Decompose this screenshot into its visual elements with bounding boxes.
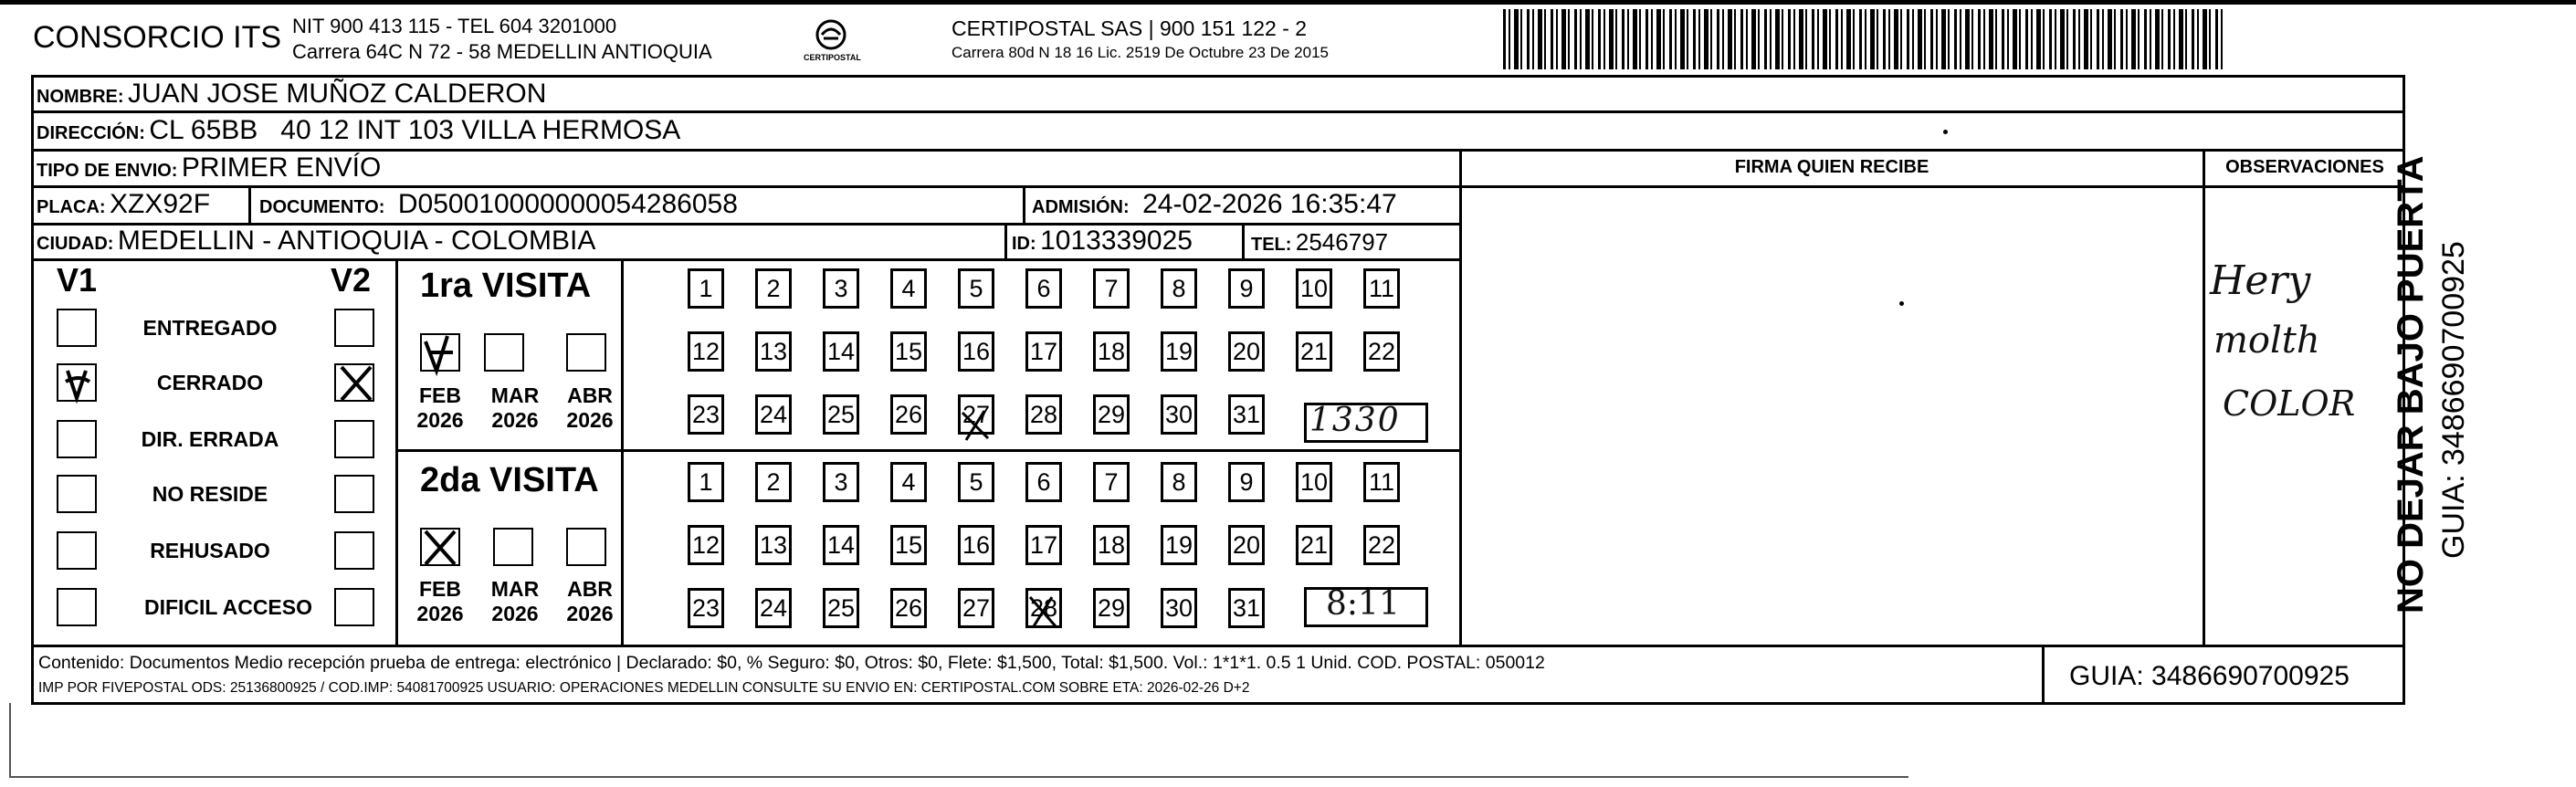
tel-label: TEL: xyxy=(1251,235,1292,255)
visit1-time: 1330 xyxy=(1309,402,1401,439)
v1-no-reside-checkbox[interactable] xyxy=(57,475,97,513)
direccion-row xyxy=(37,115,680,146)
visit2-day-2[interactable]: 2 xyxy=(755,462,792,502)
visit2-day-14[interactable]: 14 xyxy=(823,525,859,565)
bottom-edge-line xyxy=(9,776,1908,778)
ciudad-row xyxy=(37,226,595,257)
visit2-month-feb-name: FEB xyxy=(419,577,461,601)
nombre-label: NOMBRE: xyxy=(37,87,124,107)
v2-no-reside-checkbox[interactable] xyxy=(334,475,374,513)
visit1-day-5[interactable]: 5 xyxy=(958,268,994,309)
observaciones-header: OBSERVACIONES xyxy=(2225,157,2384,177)
ciudad-label: CIUDAD: xyxy=(37,234,114,254)
visit2-title: 2da VISITA xyxy=(420,461,599,499)
visit1-day-17[interactable]: 17 xyxy=(1025,331,1062,372)
visit1-month-abr-name: ABR xyxy=(567,383,613,407)
visit2-month-abr-name: ABR xyxy=(567,577,613,601)
visit1-day-3[interactable]: 3 xyxy=(823,268,859,309)
v2-dir-errada-checkbox[interactable] xyxy=(334,420,374,458)
visit1-day-24[interactable]: 24 xyxy=(755,394,792,435)
visit1-feb-checkmark xyxy=(416,329,468,380)
visit2-day-8[interactable]: 8 xyxy=(1161,462,1197,502)
firma-header: FIRMA QUIEN RECIBE xyxy=(1734,157,1929,177)
placa-label: PLACA: xyxy=(37,197,106,217)
certipostal-license: Carrera 80d N 18 16 Lic. 2519 De Octubre 23 De 2015 xyxy=(952,44,1329,61)
visit1-day-12[interactable]: 12 xyxy=(688,331,724,372)
admision-label: ADMISIÓN: xyxy=(1032,197,1130,217)
visit2-day-15[interactable]: 15 xyxy=(890,525,927,565)
observation-line-3: COLOR xyxy=(2223,383,2356,424)
tipo-envio-row xyxy=(37,152,381,184)
visit2-day-29[interactable]: 29 xyxy=(1093,588,1130,628)
visit2-month-feb-year: 2026 xyxy=(416,602,464,625)
v2-cerrado-mark xyxy=(334,362,378,405)
tipo-envio-label: TIPO DE ENVIO: xyxy=(37,161,178,181)
v1-header: V1 xyxy=(57,261,98,299)
visit2-month-mar-checkbox[interactable] xyxy=(493,528,533,566)
visit1-day-19[interactable]: 19 xyxy=(1161,331,1197,372)
status-label-rehusado: REHUSADO xyxy=(150,539,270,562)
visit1-day-1[interactable]: 1 xyxy=(688,268,724,309)
visit2-month-abr-year: 2026 xyxy=(566,602,614,625)
visit2-day-5[interactable]: 5 xyxy=(958,462,994,502)
visit2-day-11[interactable]: 11 xyxy=(1363,462,1400,502)
visit1-day-16[interactable]: 16 xyxy=(958,331,994,372)
v1-dificil-acceso-checkbox[interactable] xyxy=(57,588,97,626)
barcode xyxy=(1503,9,2224,69)
footer-imp: IMP POR FIVEPOSTAL ODS: 25136800925 / COD.IMP: 54081700925 USUARIO: OPERACIONES MEDELLIN CONSULTE SU ENVIO EN: CERTIPOSTAL.COM SOBRE ETA: 2026-02-26 D+2 xyxy=(38,680,1250,696)
visit1-day-8[interactable]: 8 xyxy=(1161,268,1197,309)
side-guia: GUIA: 3486690700925 xyxy=(2436,241,2471,559)
visit1-month-feb-name: FEB xyxy=(419,383,461,407)
visit1-day-2[interactable]: 2 xyxy=(755,268,792,309)
v2-dificil-acceso-checkbox[interactable] xyxy=(334,588,374,626)
visit2-day-16[interactable]: 16 xyxy=(958,525,994,565)
visit2-day-20[interactable]: 20 xyxy=(1228,525,1265,565)
visit2-day-25[interactable]: 25 xyxy=(823,588,859,628)
admision-row xyxy=(1032,189,1397,220)
visit1-day-13[interactable]: 13 xyxy=(755,331,792,372)
observation-line-2: molth xyxy=(2213,320,2320,362)
visit1-day-26[interactable]: 26 xyxy=(890,394,927,435)
visit1-day-22[interactable]: 22 xyxy=(1363,331,1400,372)
direccion-dot xyxy=(1943,130,1948,134)
id-row xyxy=(1012,226,1193,257)
visit2-day-17[interactable]: 17 xyxy=(1025,525,1062,565)
visit2-day-13[interactable]: 13 xyxy=(755,525,792,565)
certipostal-logo xyxy=(804,13,861,68)
visit2-day-22[interactable]: 22 xyxy=(1363,525,1400,565)
visit1-month-abr-year: 2026 xyxy=(566,408,614,432)
visit2-day-21[interactable]: 21 xyxy=(1296,525,1332,565)
admision-value: 24-02-2026 16:35:47 xyxy=(1142,189,1397,219)
nombre-row xyxy=(37,79,546,110)
visit1-day-10[interactable]: 10 xyxy=(1296,268,1332,309)
tel-value: 2546797 xyxy=(1295,228,1389,256)
visit1-day-23[interactable]: 23 xyxy=(688,394,724,435)
left-edge-line xyxy=(9,703,11,776)
v2-entregado-checkbox[interactable] xyxy=(334,309,374,347)
visit1-day-9[interactable]: 9 xyxy=(1228,268,1265,309)
visit1-month-abr-checkbox[interactable] xyxy=(566,333,606,372)
visit2-day-28[interactable]: 28 xyxy=(1025,588,1062,628)
visit1-day-28[interactable]: 28 xyxy=(1025,394,1062,435)
side-warning: NO DEJAR BAJO PUERTA xyxy=(2391,155,2431,614)
visit1-day-31[interactable]: 31 xyxy=(1228,394,1265,435)
visit1-month-mar-checkbox[interactable] xyxy=(484,333,524,372)
visit2-day-31[interactable]: 31 xyxy=(1228,588,1265,628)
visit1-month-abr xyxy=(563,383,617,433)
visit1-day-20[interactable]: 20 xyxy=(1228,331,1265,372)
v1-dir-errada-checkbox[interactable] xyxy=(57,420,97,458)
visit1-day-6[interactable]: 6 xyxy=(1025,268,1062,309)
visit2-day-28-mark xyxy=(1025,592,1061,632)
visit1-month-mar-name: MAR xyxy=(490,383,540,407)
documento-row xyxy=(259,189,738,220)
certipostal-info: CERTIPOSTAL SAS | 900 151 122 - 2 xyxy=(952,16,1308,40)
visit2-month-mar xyxy=(488,577,542,626)
visit1-title: 1ra VISITA xyxy=(420,267,592,305)
visit2-day-12[interactable]: 12 xyxy=(688,525,724,565)
visit1-day-14[interactable]: 14 xyxy=(823,331,859,372)
visit1-day-30[interactable]: 30 xyxy=(1161,394,1197,435)
visit2-day-10[interactable]: 10 xyxy=(1296,462,1332,502)
visit2-day-27[interactable]: 27 xyxy=(958,588,994,628)
visit1-day-27-mark xyxy=(957,405,994,446)
documento-value: D050010000000054286058 xyxy=(397,189,738,219)
v1-cerrado-mark xyxy=(57,362,100,405)
status-label-no-reside: NO RESIDE xyxy=(152,482,268,506)
status-label-entregado: ENTREGADO xyxy=(142,316,278,340)
visit1-month-feb xyxy=(413,383,468,433)
v2-header: V2 xyxy=(331,261,372,299)
nombre-value: JUAN JOSE MUÑOZ CALDERON xyxy=(128,79,547,109)
visit2-month-abr xyxy=(563,577,617,626)
status-label-dificil-acceso: DIFICIL ACCESO xyxy=(143,595,312,619)
visit1-day-25[interactable]: 25 xyxy=(823,394,859,435)
visit2-feb-xmark xyxy=(418,526,462,570)
visit1-day-27[interactable]: 27 xyxy=(958,394,994,435)
visit2-day-1[interactable]: 1 xyxy=(688,462,724,502)
visit1-month-mar xyxy=(488,383,542,433)
firma-dot xyxy=(1899,301,1904,306)
tipo-envio-value: PRIMER ENVÍO xyxy=(181,152,382,183)
company-name: CONSORCIO ITS xyxy=(33,20,282,55)
v1-rehusado-checkbox[interactable] xyxy=(57,531,97,570)
visit2-month-mar-year: 2026 xyxy=(491,602,539,625)
visit2-time: 8:11 xyxy=(1326,585,1400,623)
visit2-day-19[interactable]: 19 xyxy=(1161,525,1197,565)
visit2-day-7[interactable]: 7 xyxy=(1093,462,1130,502)
footer-guia: GUIA: 3486690700925 xyxy=(2069,661,2350,691)
visit1-day-15[interactable]: 15 xyxy=(890,331,927,372)
visit1-day-4[interactable]: 4 xyxy=(890,268,927,309)
direccion-label: DIRECCIÓN: xyxy=(37,123,145,143)
company-address: Carrera 64C N 72 - 58 MEDELLIN ANTIOQUIA xyxy=(292,40,712,63)
visit2-day-6[interactable]: 6 xyxy=(1025,462,1062,502)
v2-rehusado-checkbox[interactable] xyxy=(334,531,374,570)
visit1-day-18[interactable]: 18 xyxy=(1093,331,1130,372)
visit1-day-29[interactable]: 29 xyxy=(1093,394,1130,435)
visit2-day-24[interactable]: 24 xyxy=(755,588,792,628)
visit1-day-11[interactable]: 11 xyxy=(1363,268,1400,309)
visit1-month-mar-year: 2026 xyxy=(491,408,539,432)
visit2-day-26[interactable]: 26 xyxy=(890,588,927,628)
direccion-value: CL 65BB 40 12 INT 103 VILLA HERMOSA xyxy=(149,115,681,145)
id-value: 1013339025 xyxy=(1040,226,1193,256)
visit2-day-23[interactable]: 23 xyxy=(688,588,724,628)
footer-content: Contenido: Documentos Medio recepción prueba de entrega: electrónico | Declarado: $0, % Seguro: $0, Otros: $0, Flete: $1,500, Total: $1,500. Vol.: 1*1*1. 0.5 1 Unid. COD. POSTAL: 050012 xyxy=(38,653,1545,673)
placa-value: XZX92F xyxy=(110,189,211,219)
v1-entregado-checkbox[interactable] xyxy=(57,309,97,347)
visit2-day-3[interactable]: 3 xyxy=(823,462,859,502)
ciudad-value: MEDELLIN - ANTIOQUIA - COLOMBIA xyxy=(117,226,596,256)
documento-label: DOCUMENTO: xyxy=(259,197,385,217)
visit1-day-7[interactable]: 7 xyxy=(1093,268,1130,309)
company-nit: NIT 900 413 115 - TEL 604 3201000 xyxy=(292,15,617,37)
visit2-day-4[interactable]: 4 xyxy=(890,462,927,502)
visit2-month-feb xyxy=(413,577,468,626)
visit1-month-feb-year: 2026 xyxy=(416,408,464,432)
visit2-day-30[interactable]: 30 xyxy=(1161,588,1197,628)
visit2-day-18[interactable]: 18 xyxy=(1093,525,1130,565)
id-label: ID: xyxy=(1012,234,1036,254)
placa-row xyxy=(37,189,210,220)
observation-line-1: Hery xyxy=(2210,257,2311,304)
status-label-dir-errada: DIR. ERRADA xyxy=(141,427,279,451)
status-label-cerrado: CERRADO xyxy=(156,371,264,394)
tel-row xyxy=(1251,228,1388,257)
certipostal-logo-text: CERTIPOSTAL xyxy=(804,53,861,62)
visit2-month-mar-name: MAR xyxy=(490,577,540,601)
visit1-day-21[interactable]: 21 xyxy=(1296,331,1332,372)
visit2-month-abr-checkbox[interactable] xyxy=(566,528,606,566)
visit2-day-9[interactable]: 9 xyxy=(1228,462,1265,502)
